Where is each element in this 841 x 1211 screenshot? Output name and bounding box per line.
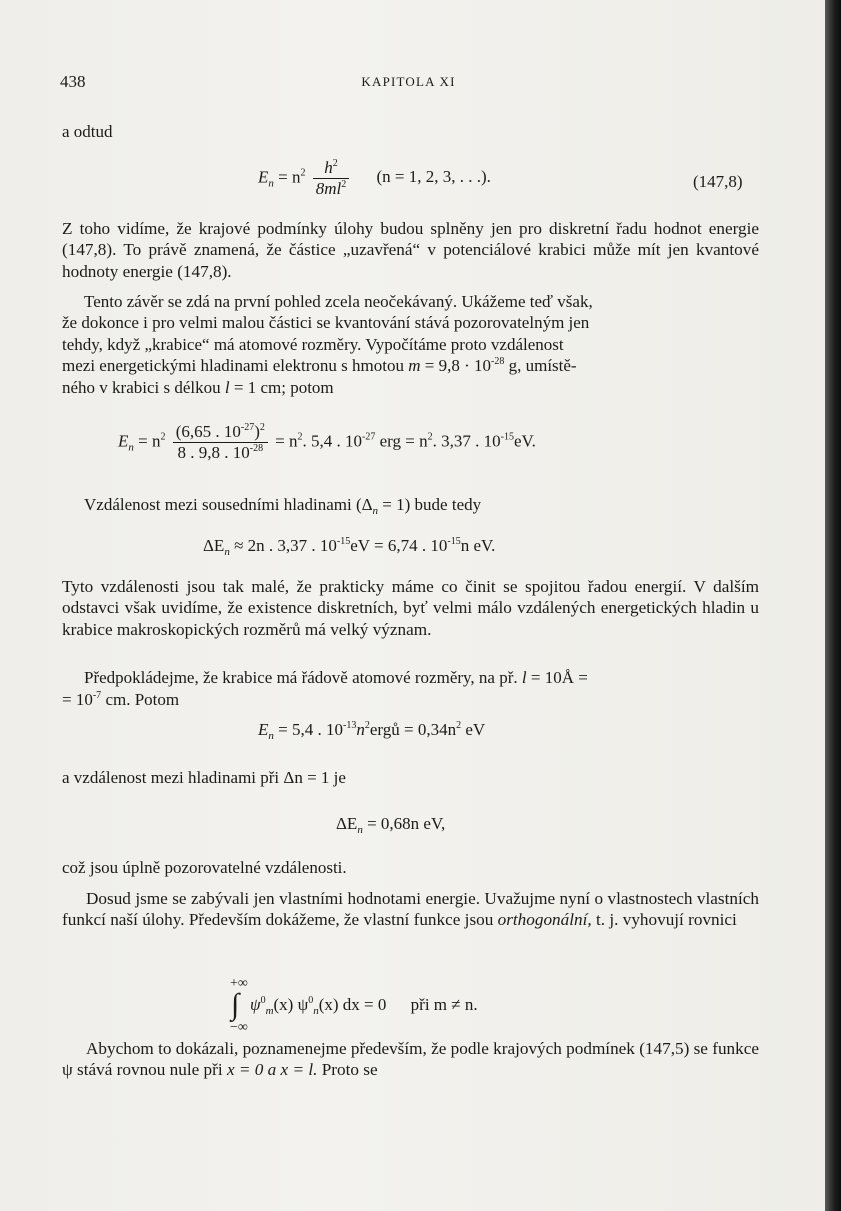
paragraph-3: Vzdálenost mezi sousedními hladinami $(\Delta_n = 1)$ bude tedy	[84, 495, 482, 517]
equation-atomic-box: $E_n = 5,4$ . $10^{-13}n^2ergů = 0,34n^2$ eV	[258, 720, 486, 742]
paragraph-8: Dosud jsme se zabývali jen vlastními hodnotami energie. Uvažujme nyní o vlastnostech vlastních funkcí naší úlohy. Především dokážeme, že vlastní funkce jsou orthogonální, t. j. vyhovují rovnici	[62, 889, 759, 930]
page-header	[60, 72, 757, 96]
equation-label-147-8: (147,8)	[693, 172, 743, 191]
equation-delta-energy: $\Delta E_n \approx 2n$ . 3,37 . $10^{-15}eV = 6,74$ . $10^{-15}n$ eV.	[203, 536, 496, 558]
paragraph-2-line-2: že dokonce i pro velmi malou částici se kvantování stává pozorovatelným jen	[62, 313, 590, 332]
paragraph-5-line-1: Předpokládejme, že krabice má řádově atomové rozměry, na př. l = 10Å =	[84, 668, 588, 687]
equation-energy-numeric: $E_n = n^2$ $\frac{(6,65 . 10^{-27})^2}{8 . 9,8 . 10^{-28}}$ = $n^2$. 5,4 . $10^{-27}$ erg = $n^2$. 3,37 . $10^{-15}eV$.	[118, 422, 536, 462]
chapter-title: KAPITOLA XI	[361, 74, 456, 89]
paragraph-2-line-4: mezi energetickými hladinami elektronu s hmotou $m = 9,8 \cdot 10^{-28}$ g, umístě-	[62, 356, 577, 375]
paragraph-2-line-3: tehdy, když „krabice“ má atomové rozměry. Vypočítáme proto vzdálenost	[62, 335, 564, 354]
equation-delta-atomic: $\Delta E_n = 0,68n$ eV,	[336, 814, 446, 836]
paragraph-7: což jsou úplně pozorovatelné vzdálenosti.	[62, 858, 347, 877]
page-number: 438	[60, 72, 86, 91]
paragraph-9: Abychom to dokázali, poznamenejme především, že podle krajových podmínek (147,5) se funkce ψ stává rovnou nule při x = 0 a x = l. Proto se	[62, 1039, 759, 1080]
equation-orthogonality: $\psi^0_m(x)$ $\psi^0_n(x)$ dx = 0 při m ≠ n.	[250, 995, 478, 1017]
paragraph-2-line-5: ného v krabici s délkou l = 1 cm; potom	[62, 378, 334, 397]
integral-limits: +∞ ∫ −∞	[230, 976, 248, 1035]
equation-147-8: $E_n = n^2$ $\frac{h^2}{8ml^2}$ (n = 1, 2, 3, . . .).	[258, 158, 491, 198]
paragraph-1: Z toho vidíme, že krajové podmínky úlohy budou splněny jen pro diskretní řadu hodnot energie (147,8). To právě znamená, že částice „uzavřená“ v potenciálové krabici může mít jen kvantové hodnoty energie (147,8).	[62, 219, 759, 281]
paragraph-4: Tyto vzdálenosti jsou tak malé, že prakticky máme co činit se spojitou řadou energií. V dalším odstavci však uvidíme, že existence diskretních, byť velmi málo vzdálených energetických hladin u krabice makroskopických rozměrů má velký význam.	[62, 577, 759, 639]
page-edge-shadow	[825, 0, 841, 1211]
intro-text: a odtud	[62, 122, 113, 141]
paragraph-2-line-1: Tento závěr se zdá na první pohled zcela neočekávaný. Ukážeme teď však,	[84, 292, 593, 311]
paragraph-6: a vzdálenost mezi hladinami při Δn = 1 je	[62, 768, 346, 787]
paragraph-5-line-2: = $10^{-7}$ cm. Potom	[62, 690, 180, 709]
